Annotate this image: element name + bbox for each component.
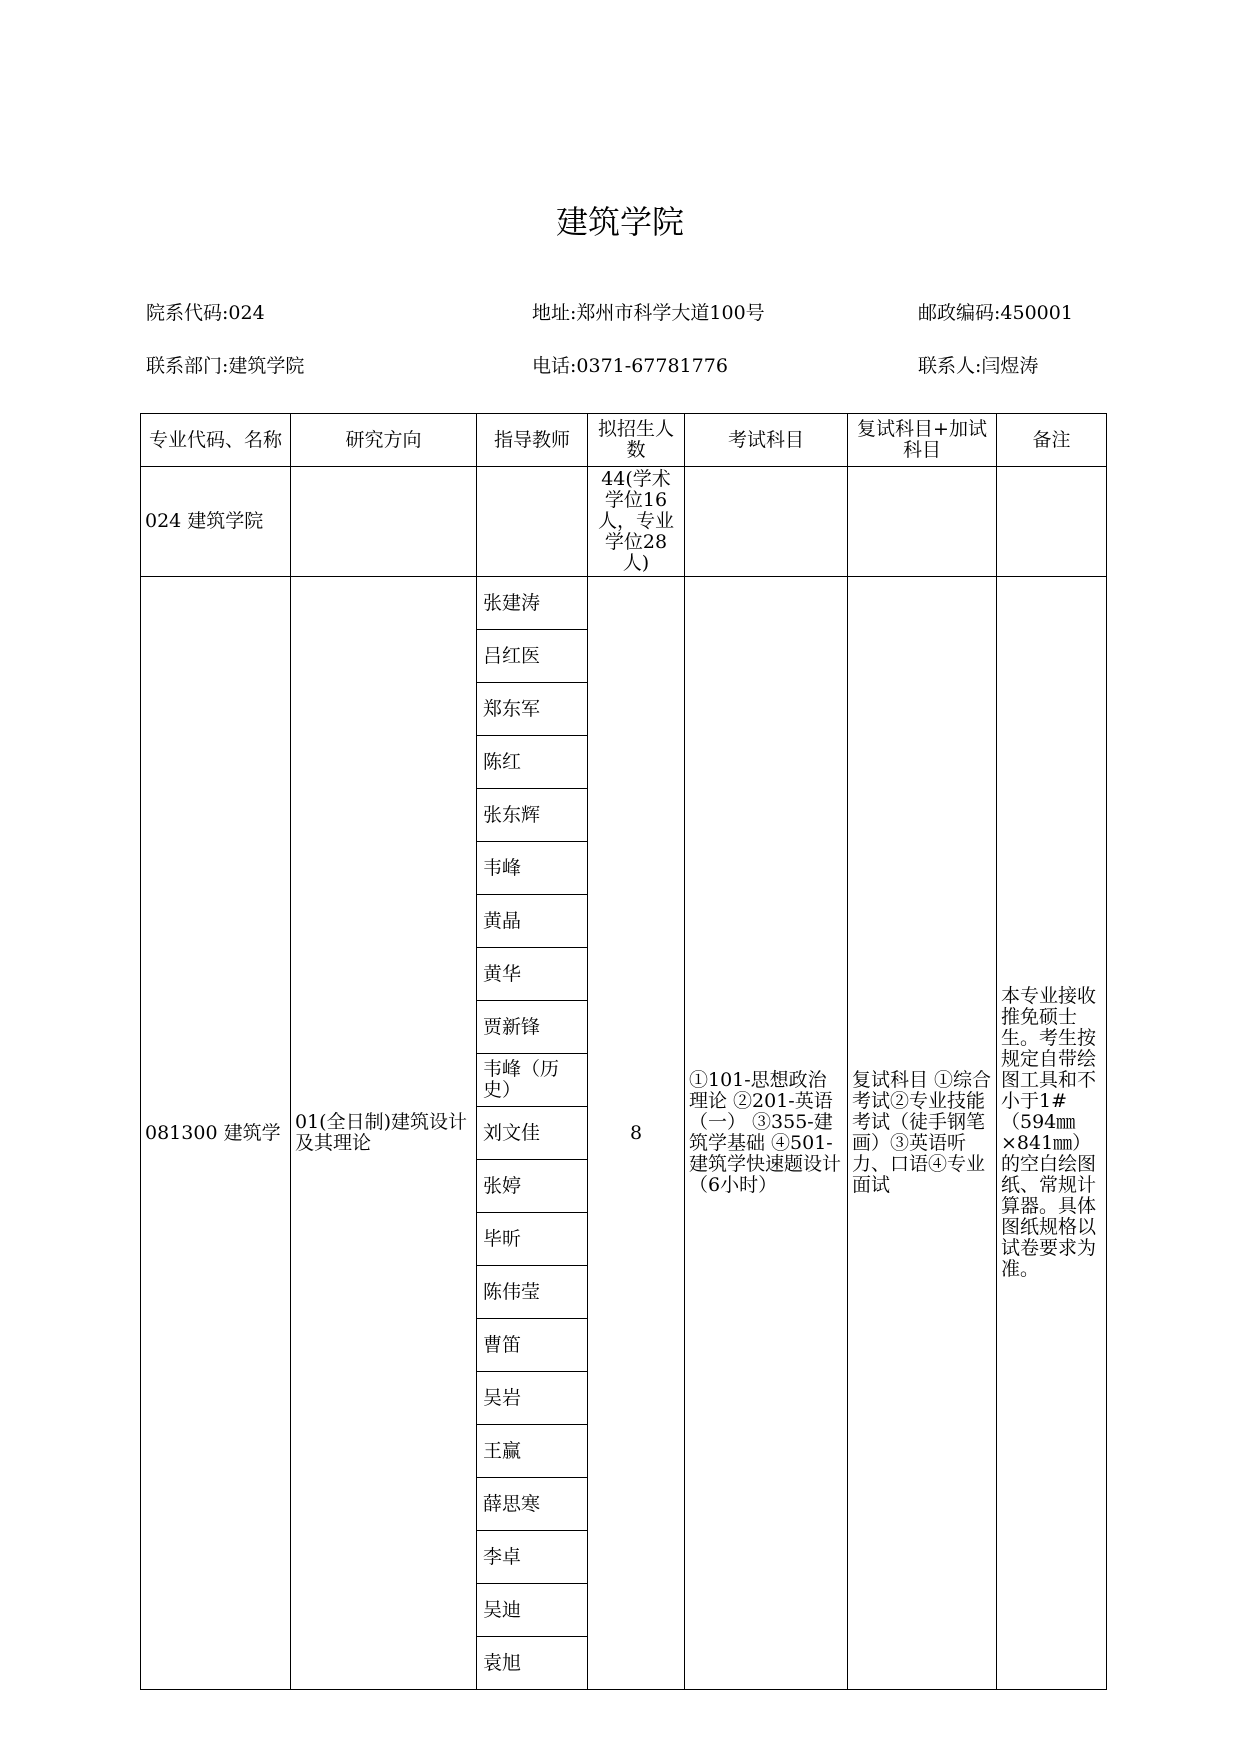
contact-person-info <box>918 353 1038 379</box>
supervisor-name: 曹笛 <box>477 1319 588 1372</box>
supervisor-name: 吕红医 <box>477 630 588 683</box>
phone-info <box>532 353 728 379</box>
supervisor-name: 王赢 <box>477 1425 588 1478</box>
dept-code-value: 024 <box>228 302 265 324</box>
supervisor-name: 刘文佳 <box>477 1107 588 1160</box>
supervisor-name: 黄华 <box>477 948 588 1001</box>
supervisor-name: 陈红 <box>477 736 588 789</box>
supervisor-name: 黄晶 <box>477 895 588 948</box>
notes: 本专业接收推免硕士生。考生按规定自带绘图工具和不小于1#（594㎜×841㎜）的空白绘图纸、常规计算器。具体图纸规格以试卷要求为准。 <box>997 577 1107 1690</box>
dept-code-label: 院系代码 : <box>146 302 228 324</box>
contact-person-value: 闫煜涛 <box>981 355 1039 377</box>
postal-info <box>918 300 1073 326</box>
contact-person-label: 联系人 : <box>918 355 981 377</box>
supervisor-name: 薛思寒 <box>477 1478 588 1531</box>
table-row <box>141 577 1107 630</box>
summary-code-name: 024 建筑学院 <box>141 467 291 577</box>
supervisor-name: 贾新锋 <box>477 1001 588 1054</box>
supervisor-name: 张建涛 <box>477 577 588 630</box>
supervisor-name: 袁旭 <box>477 1637 588 1690</box>
supervisor-name: 韦峰（历史） <box>477 1054 588 1107</box>
header-notes: 备注 <box>997 414 1107 467</box>
supervisor-name: 陈伟莹 <box>477 1266 588 1319</box>
summary-notes <box>997 467 1107 577</box>
contact-dept-value: 建筑学院 <box>228 355 305 377</box>
summary-retest <box>848 467 997 577</box>
exam-subjects: ①101-思想政治理论 ②201-英语（一） ③355-建筑学基础 ④501-建筑学快速题设计（6小时） <box>685 577 848 1690</box>
retest-subjects: 复试科目 ①综合考试②专业技能考试（徒手钢笔画）③英语听力、口语④专业面试 <box>848 577 997 1690</box>
contact-dept-info <box>146 353 304 379</box>
supervisor-name: 吴岩 <box>477 1372 588 1425</box>
supervisor-name: 韦峰 <box>477 842 588 895</box>
table-header-row <box>141 414 1107 467</box>
table-row-summary <box>141 467 1107 577</box>
address-label: 地址 : <box>532 302 576 324</box>
header-quota: 拟招生人数 <box>588 414 685 467</box>
summary-quota: 44(学术学位16人，专业学位28人) <box>588 467 685 577</box>
supervisor-name: 吴迪 <box>477 1584 588 1637</box>
postal-value: 450001 <box>1000 302 1073 324</box>
header-retest-subjects: 复试科目+加试科目 <box>848 414 997 467</box>
supervisor-name: 郑东军 <box>477 683 588 736</box>
phone-label: 电话 : <box>532 355 576 377</box>
major-quota: 8 <box>588 577 685 1690</box>
supervisor-name: 李卓 <box>477 1531 588 1584</box>
admissions-table <box>140 413 1107 1690</box>
summary-direction <box>291 467 477 577</box>
supervisor-name: 毕昕 <box>477 1213 588 1266</box>
header-exam-subjects: 考试科目 <box>685 414 848 467</box>
phone-value: 0371-67781776 <box>576 355 728 377</box>
summary-supervisor <box>477 467 588 577</box>
address-value: 郑州市科学大道100号 <box>576 302 765 324</box>
address-info <box>532 300 765 326</box>
header-major-code: 专业代码、名称 <box>141 414 291 467</box>
header-supervisor: 指导教师 <box>477 414 588 467</box>
summary-exam <box>685 467 848 577</box>
header-research-direction: 研究方向 <box>291 414 477 467</box>
contact-dept-label: 联系部门 : <box>146 355 228 377</box>
major-code-name: 081300 建筑学 <box>141 577 291 1690</box>
supervisor-name: 张东辉 <box>477 789 588 842</box>
postal-label: 邮政编码 : <box>918 302 1000 324</box>
page-title: 建筑学院 <box>555 203 684 241</box>
dept-code-info <box>146 300 265 326</box>
supervisor-name: 张婷 <box>477 1160 588 1213</box>
research-direction: 01(全日制)建筑设计及其理论 <box>291 577 477 1690</box>
